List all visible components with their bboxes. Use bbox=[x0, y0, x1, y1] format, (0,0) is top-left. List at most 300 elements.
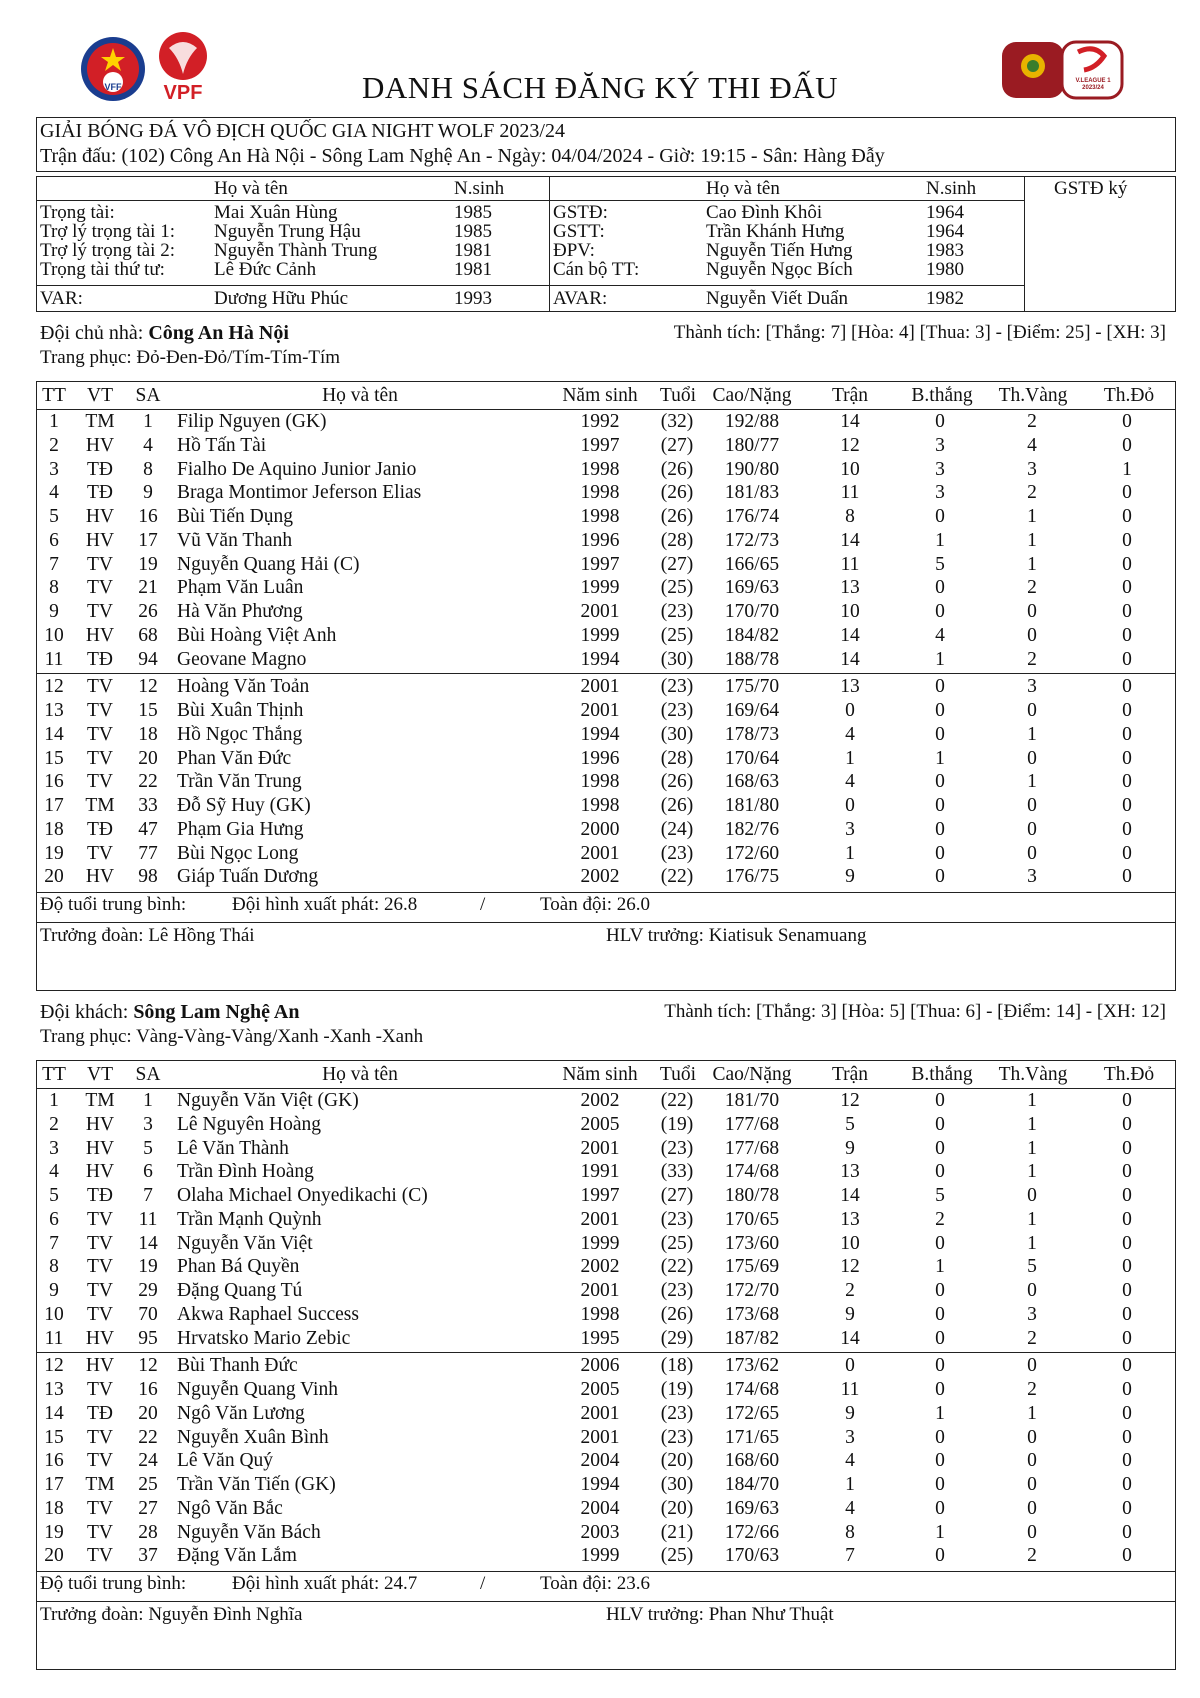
player-birth-year: 1999 bbox=[580, 577, 620, 599]
player-birth-year: 1998 bbox=[580, 482, 620, 504]
player-height-weight: 188/78 bbox=[724, 648, 780, 670]
player-age: (33) bbox=[660, 1161, 694, 1183]
player-matches: 1 bbox=[845, 1474, 855, 1495]
player-red-cards: 0 bbox=[1122, 676, 1132, 698]
averages-divider bbox=[36, 892, 1176, 893]
player-age: (23) bbox=[660, 1137, 694, 1159]
player-vt: TV bbox=[87, 577, 113, 599]
player-tt: 10 bbox=[44, 1303, 64, 1325]
player-yellow-cards: 2 bbox=[1027, 411, 1037, 432]
player-vt: TV bbox=[87, 1545, 113, 1567]
player-sa: 12 bbox=[138, 676, 158, 698]
player-red-cards: 0 bbox=[1122, 1379, 1132, 1400]
player-birth-year: 1991 bbox=[580, 1161, 620, 1183]
player-age: (22) bbox=[660, 1090, 694, 1111]
average-age-starting: Đội hình xuất phát: 26.8 bbox=[232, 894, 418, 915]
player-tt: 18 bbox=[44, 818, 64, 840]
player-yellow-cards: 0 bbox=[1027, 795, 1037, 816]
official-role: GSTĐ: bbox=[553, 202, 608, 223]
player-age: (26) bbox=[660, 795, 694, 816]
officials-head-name-left: Họ và tên bbox=[214, 178, 288, 199]
player-red-cards: 0 bbox=[1122, 482, 1132, 504]
table-header-col-sa: SA bbox=[135, 1064, 161, 1085]
player-vt: TV bbox=[87, 700, 113, 721]
player-tt: 17 bbox=[44, 1474, 64, 1495]
player-yellow-cards: 2 bbox=[1027, 648, 1037, 670]
player-age: (23) bbox=[660, 676, 694, 698]
player-tt: 19 bbox=[44, 842, 64, 864]
player-name: Trần Mạnh Quỳnh bbox=[177, 1208, 322, 1230]
player-height-weight: 178/73 bbox=[724, 723, 780, 745]
player-yellow-cards: 0 bbox=[1027, 1355, 1037, 1377]
player-height-weight: 174/68 bbox=[724, 1379, 780, 1400]
player-sa: 22 bbox=[138, 1426, 158, 1448]
player-goals: 0 bbox=[935, 411, 945, 432]
player-goals: 0 bbox=[935, 1545, 945, 1567]
player-goals: 1 bbox=[935, 529, 945, 551]
player-name: Bùi Thanh Đức bbox=[177, 1355, 298, 1377]
player-red-cards: 0 bbox=[1122, 553, 1132, 575]
player-name: Lê Văn Thành bbox=[177, 1137, 289, 1159]
officials-head-sign: GSTĐ ký bbox=[1054, 178, 1128, 199]
player-birth-year: 2001 bbox=[580, 1208, 620, 1230]
table-header-col-age: Tuổi bbox=[659, 385, 697, 406]
player-birth-year: 2005 bbox=[580, 1379, 620, 1400]
player-goals: 0 bbox=[935, 1113, 945, 1135]
player-yellow-cards: 2 bbox=[1027, 1545, 1037, 1567]
player-name: Bùi Xuân Thịnh bbox=[177, 700, 304, 721]
table-header-col-birth-year: Năm sinh bbox=[562, 385, 638, 406]
player-vt: HV bbox=[85, 1355, 115, 1377]
player-age: (19) bbox=[660, 1113, 694, 1135]
player-sa: 94 bbox=[138, 648, 158, 670]
player-matches: 9 bbox=[845, 866, 855, 888]
player-sa: 77 bbox=[138, 842, 158, 864]
player-height-weight: 181/83 bbox=[724, 482, 780, 504]
player-red-cards: 0 bbox=[1122, 795, 1132, 816]
player-red-cards: 0 bbox=[1122, 1137, 1132, 1159]
player-name: Hà Văn Phương bbox=[177, 601, 303, 622]
player-sa: 22 bbox=[138, 771, 158, 793]
player-name: Nguyễn Văn Bách bbox=[177, 1521, 321, 1543]
player-yellow-cards: 0 bbox=[1027, 1521, 1037, 1543]
player-height-weight: 168/60 bbox=[724, 1450, 780, 1472]
player-red-cards: 0 bbox=[1122, 1450, 1132, 1472]
player-matches: 8 bbox=[845, 506, 855, 527]
player-height-weight: 192/88 bbox=[724, 411, 780, 432]
player-yellow-cards: 1 bbox=[1027, 1208, 1037, 1230]
home-team-label: Đội chủ nhà: bbox=[40, 322, 144, 344]
player-birth-year: 1998 bbox=[580, 458, 620, 480]
official-year: 1981 bbox=[454, 240, 492, 261]
player-age: (26) bbox=[660, 506, 694, 527]
player-yellow-cards: 0 bbox=[1027, 1280, 1037, 1301]
player-tt: 7 bbox=[49, 1232, 59, 1254]
player-birth-year: 1994 bbox=[580, 723, 620, 745]
player-sa: 15 bbox=[138, 700, 158, 721]
player-goals: 0 bbox=[935, 1355, 945, 1377]
player-red-cards: 0 bbox=[1122, 1426, 1132, 1448]
player-matches: 12 bbox=[840, 1256, 860, 1278]
player-goals: 0 bbox=[935, 1090, 945, 1111]
player-yellow-cards: 1 bbox=[1027, 1402, 1037, 1424]
player-height-weight: 169/63 bbox=[724, 577, 780, 599]
player-yellow-cards: 4 bbox=[1027, 434, 1037, 456]
player-sa: 28 bbox=[138, 1521, 158, 1543]
player-name: Hồ Ngọc Thắng bbox=[177, 723, 303, 745]
player-tt: 2 bbox=[49, 1113, 59, 1135]
player-matches: 11 bbox=[840, 482, 860, 504]
player-matches: 5 bbox=[845, 1113, 855, 1135]
player-yellow-cards: 3 bbox=[1027, 676, 1037, 698]
player-age: (20) bbox=[660, 1497, 694, 1519]
player-sa: 12 bbox=[138, 1355, 158, 1377]
player-name: Giáp Tuấn Dương bbox=[177, 866, 319, 888]
player-age: (26) bbox=[660, 1303, 694, 1325]
player-tt: 4 bbox=[49, 482, 59, 504]
player-age: (21) bbox=[660, 1521, 694, 1543]
player-matches: 3 bbox=[845, 818, 855, 840]
official-name: Nguyễn Tiến Hưng bbox=[706, 240, 853, 261]
player-vt: TĐ bbox=[87, 1185, 113, 1206]
player-tt: 9 bbox=[49, 1280, 59, 1301]
player-tt: 1 bbox=[49, 411, 59, 432]
player-height-weight: 181/70 bbox=[724, 1090, 780, 1111]
player-yellow-cards: 0 bbox=[1027, 700, 1037, 721]
player-birth-year: 1992 bbox=[580, 411, 620, 432]
player-matches: 0 bbox=[845, 1355, 855, 1377]
player-age: (25) bbox=[660, 1545, 694, 1567]
var-year: 1993 bbox=[454, 288, 492, 309]
official-role: Trợ lý trọng tài 2: bbox=[40, 240, 175, 261]
player-matches: 14 bbox=[840, 648, 860, 670]
average-age-separator: / bbox=[480, 894, 486, 915]
player-red-cards: 1 bbox=[1122, 458, 1132, 480]
player-tt: 16 bbox=[44, 771, 64, 793]
table-header-col-name: Họ và tên bbox=[322, 385, 398, 406]
average-age-team: Toàn đội: 23.6 bbox=[540, 1573, 651, 1594]
player-sa: 95 bbox=[138, 1327, 158, 1349]
player-sa: 9 bbox=[143, 482, 153, 504]
player-height-weight: 175/70 bbox=[724, 676, 780, 698]
head-coach: HLV trưởng: Kiatisuk Senamuang bbox=[606, 925, 867, 946]
player-name: Lê Nguyên Hoàng bbox=[177, 1113, 322, 1135]
player-goals: 0 bbox=[935, 795, 945, 816]
player-height-weight: 170/70 bbox=[724, 601, 780, 622]
player-vt: TM bbox=[85, 1474, 115, 1495]
player-goals: 0 bbox=[935, 1450, 945, 1472]
vpf-logo-text: VPF bbox=[163, 82, 203, 104]
player-red-cards: 0 bbox=[1122, 818, 1132, 840]
player-tt: 2 bbox=[49, 434, 59, 456]
player-age: (23) bbox=[660, 842, 694, 864]
table-header-col-birth-year: Năm sinh bbox=[562, 1064, 638, 1085]
player-yellow-cards: 3 bbox=[1027, 1303, 1037, 1325]
player-matches: 1 bbox=[845, 842, 855, 864]
player-matches: 4 bbox=[845, 723, 855, 745]
player-vt: HV bbox=[85, 434, 115, 456]
player-birth-year: 1997 bbox=[580, 1185, 620, 1206]
player-height-weight: 172/60 bbox=[724, 842, 780, 864]
player-goals: 0 bbox=[935, 771, 945, 793]
player-tt: 13 bbox=[44, 1379, 64, 1400]
player-yellow-cards: 2 bbox=[1027, 1379, 1037, 1400]
player-red-cards: 0 bbox=[1122, 624, 1132, 646]
official-role: Cán bộ TT: bbox=[553, 259, 640, 280]
player-age: (24) bbox=[660, 818, 694, 840]
player-age: (26) bbox=[660, 458, 694, 480]
player-age: (26) bbox=[660, 482, 694, 504]
player-sa: 19 bbox=[138, 553, 158, 575]
player-height-weight: 173/62 bbox=[724, 1355, 780, 1377]
player-goals: 0 bbox=[935, 676, 945, 698]
player-matches: 0 bbox=[845, 795, 855, 816]
player-goals: 0 bbox=[935, 1426, 945, 1448]
player-birth-year: 2001 bbox=[580, 1137, 620, 1159]
player-red-cards: 0 bbox=[1122, 1474, 1132, 1495]
team-manager: Trưởng đoàn: Nguyễn Đình Nghĩa bbox=[40, 1604, 303, 1625]
table-header-col-vt: VT bbox=[87, 385, 113, 406]
player-name: Nguyễn Quang Vinh bbox=[177, 1379, 338, 1400]
table-header-col-tt: TT bbox=[42, 1064, 66, 1085]
player-name: Trần Văn Tiến (GK) bbox=[177, 1474, 336, 1495]
player-birth-year: 2000 bbox=[580, 818, 620, 840]
vleague-logo-text: V.LEAGUE 1 2023/24 bbox=[1075, 78, 1111, 91]
player-sa: 21 bbox=[138, 577, 158, 599]
away-team-record: Thành tích: [Thắng: 3] [Hòa: 5] [Thua: 6] - [Điểm: 14] - [XH: 12] bbox=[664, 1001, 1166, 1022]
header-divider bbox=[36, 1088, 1176, 1089]
home-team-heading bbox=[40, 322, 289, 345]
player-height-weight: 170/63 bbox=[724, 1545, 780, 1567]
player-sa: 4 bbox=[143, 434, 153, 456]
player-tt: 5 bbox=[49, 1185, 59, 1206]
player-name: Bùi Ngọc Long bbox=[177, 842, 299, 864]
player-name: Nguyễn Quang Hải (C) bbox=[177, 553, 360, 575]
averages-divider bbox=[36, 1571, 1176, 1572]
official-name: Mai Xuân Hùng bbox=[214, 202, 338, 223]
player-tt: 19 bbox=[44, 1521, 64, 1543]
var-name: Dương Hữu Phúc bbox=[214, 288, 349, 309]
player-matches: 12 bbox=[840, 1090, 860, 1111]
player-name: Bùi Tiến Dụng bbox=[177, 506, 293, 527]
player-matches: 2 bbox=[845, 1280, 855, 1301]
player-name: Phan Văn Đức bbox=[177, 747, 292, 769]
player-birth-year: 1998 bbox=[580, 795, 620, 816]
away-team-label: Đội khách: bbox=[40, 1001, 129, 1023]
player-red-cards: 0 bbox=[1122, 723, 1132, 745]
player-height-weight: 168/63 bbox=[724, 771, 780, 793]
player-height-weight: 180/78 bbox=[724, 1185, 780, 1206]
player-yellow-cards: 0 bbox=[1027, 1185, 1037, 1206]
official-year: 1980 bbox=[926, 259, 964, 280]
player-vt: TV bbox=[87, 1208, 113, 1230]
player-goals: 0 bbox=[935, 818, 945, 840]
player-vt: TV bbox=[87, 553, 113, 575]
official-year: 1983 bbox=[926, 240, 964, 261]
player-matches: 9 bbox=[845, 1303, 855, 1325]
player-matches: 8 bbox=[845, 1521, 855, 1543]
player-birth-year: 1999 bbox=[580, 624, 620, 646]
player-vt: TM bbox=[85, 411, 115, 432]
player-height-weight: 172/66 bbox=[724, 1521, 780, 1543]
player-red-cards: 0 bbox=[1122, 1303, 1132, 1325]
player-age: (25) bbox=[660, 1232, 694, 1254]
player-age: (29) bbox=[660, 1327, 694, 1349]
player-sa: 17 bbox=[138, 529, 158, 551]
table-header-col-goals: B.thắng bbox=[911, 385, 973, 406]
player-height-weight: 174/68 bbox=[724, 1161, 780, 1183]
player-tt: 12 bbox=[44, 676, 64, 698]
player-tt: 13 bbox=[44, 700, 64, 721]
table-header-col-yellow-cards: Th.Vàng bbox=[998, 1064, 1068, 1085]
player-vt: TV bbox=[87, 601, 113, 622]
player-birth-year: 2003 bbox=[580, 1521, 620, 1543]
away-team-heading bbox=[40, 1001, 299, 1024]
player-birth-year: 1996 bbox=[580, 747, 620, 769]
player-yellow-cards: 2 bbox=[1027, 482, 1037, 504]
player-tt: 20 bbox=[44, 1545, 64, 1567]
player-sa: 29 bbox=[138, 1280, 158, 1301]
player-tt: 6 bbox=[49, 529, 59, 551]
player-matches: 14 bbox=[840, 1185, 860, 1206]
player-sa: 3 bbox=[143, 1113, 153, 1135]
player-yellow-cards: 0 bbox=[1027, 1426, 1037, 1448]
player-name: Akwa Raphael Success bbox=[177, 1303, 359, 1325]
player-name: Filip Nguyen (GK) bbox=[177, 411, 327, 432]
player-tt: 14 bbox=[44, 723, 64, 745]
player-matches: 12 bbox=[840, 434, 860, 456]
player-yellow-cards: 1 bbox=[1027, 1137, 1037, 1159]
player-birth-year: 1999 bbox=[580, 1232, 620, 1254]
player-tt: 1 bbox=[49, 1090, 59, 1111]
player-matches: 3 bbox=[845, 1426, 855, 1448]
player-vt: HV bbox=[85, 1113, 115, 1135]
player-tt: 8 bbox=[49, 1256, 59, 1278]
player-vt: HV bbox=[85, 624, 115, 646]
player-height-weight: 184/82 bbox=[724, 624, 780, 646]
player-name: Phạm Văn Luân bbox=[177, 577, 304, 599]
player-goals: 3 bbox=[935, 458, 945, 480]
player-vt: HV bbox=[85, 866, 115, 888]
player-age: (18) bbox=[660, 1355, 694, 1377]
table-header-col-red-cards: Th.Đỏ bbox=[1103, 1064, 1155, 1085]
player-matches: 14 bbox=[840, 529, 860, 551]
player-tt: 15 bbox=[44, 747, 64, 769]
player-age: (23) bbox=[660, 1208, 694, 1230]
vff-logo-text: VFF bbox=[104, 82, 122, 92]
player-red-cards: 0 bbox=[1122, 1161, 1132, 1183]
player-goals: 1 bbox=[935, 1256, 945, 1278]
player-name: Olaha Michael Onyedikachi (C) bbox=[177, 1185, 428, 1206]
official-role: ĐPV: bbox=[553, 240, 595, 261]
player-height-weight: 180/77 bbox=[724, 434, 780, 456]
table-header-col-red-cards: Th.Đỏ bbox=[1103, 385, 1155, 406]
player-sa: 20 bbox=[138, 1402, 158, 1424]
player-goals: 1 bbox=[935, 1521, 945, 1543]
player-vt: TV bbox=[87, 1497, 113, 1519]
player-height-weight: 171/65 bbox=[724, 1426, 780, 1448]
player-red-cards: 0 bbox=[1122, 700, 1132, 721]
player-age: (23) bbox=[660, 601, 694, 622]
average-age-team: Toàn đội: 26.0 bbox=[540, 894, 651, 915]
home-team-name: Công An Hà Nội bbox=[148, 322, 289, 344]
player-matches: 4 bbox=[845, 1497, 855, 1519]
table-header-col-yellow-cards: Th.Vàng bbox=[998, 385, 1068, 406]
average-age-starting: Đội hình xuất phát: 24.7 bbox=[232, 1573, 418, 1594]
player-goals: 3 bbox=[935, 434, 945, 456]
player-matches: 13 bbox=[840, 577, 860, 599]
player-height-weight: 170/64 bbox=[724, 747, 780, 769]
player-sa: 25 bbox=[138, 1474, 158, 1495]
var-role: VAR: bbox=[40, 288, 83, 309]
player-yellow-cards: 1 bbox=[1027, 1090, 1037, 1111]
player-age: (26) bbox=[660, 771, 694, 793]
table-header-col-matches: Trận bbox=[831, 385, 869, 406]
player-tt: 3 bbox=[49, 1137, 59, 1159]
player-tt: 9 bbox=[49, 601, 59, 622]
player-height-weight: 170/65 bbox=[724, 1208, 780, 1230]
player-yellow-cards: 0 bbox=[1027, 601, 1037, 622]
player-yellow-cards: 5 bbox=[1027, 1256, 1037, 1278]
player-tt: 6 bbox=[49, 1208, 59, 1230]
player-vt: TV bbox=[87, 747, 113, 769]
player-vt: TV bbox=[87, 771, 113, 793]
player-vt: TV bbox=[87, 1379, 113, 1400]
player-age: (27) bbox=[660, 434, 694, 456]
player-name: Ngô Văn Lương bbox=[177, 1402, 305, 1424]
player-red-cards: 0 bbox=[1122, 506, 1132, 527]
player-vt: TV bbox=[87, 1303, 113, 1325]
player-age: (28) bbox=[660, 747, 694, 769]
player-matches: 13 bbox=[840, 1208, 860, 1230]
official-year: 1985 bbox=[454, 221, 492, 242]
player-red-cards: 0 bbox=[1122, 771, 1132, 793]
player-goals: 0 bbox=[935, 1161, 945, 1183]
player-yellow-cards: 1 bbox=[1027, 1113, 1037, 1135]
player-name: Trần Đình Hoàng bbox=[177, 1161, 314, 1183]
player-sa: 68 bbox=[138, 624, 158, 646]
player-vt: TM bbox=[85, 1090, 115, 1111]
player-red-cards: 0 bbox=[1122, 1113, 1132, 1135]
player-age: (22) bbox=[660, 1256, 694, 1278]
player-age: (23) bbox=[660, 700, 694, 721]
player-name: Phan Bá Quyền bbox=[177, 1256, 300, 1278]
player-birth-year: 2001 bbox=[580, 1402, 620, 1424]
player-sa: 16 bbox=[138, 1379, 158, 1400]
player-age: (30) bbox=[660, 648, 694, 670]
player-goals: 0 bbox=[935, 1327, 945, 1349]
player-age: (30) bbox=[660, 723, 694, 745]
player-yellow-cards: 1 bbox=[1027, 723, 1037, 745]
player-matches: 13 bbox=[840, 1161, 860, 1183]
page-title: DANH SÁCH ĐĂNG KÝ THI ĐẤU bbox=[361, 70, 839, 105]
player-age: (30) bbox=[660, 1474, 694, 1495]
player-birth-year: 2001 bbox=[580, 700, 620, 721]
player-goals: 1 bbox=[935, 1402, 945, 1424]
player-height-weight: 169/64 bbox=[724, 700, 780, 721]
player-yellow-cards: 1 bbox=[1027, 529, 1037, 551]
player-matches: 11 bbox=[840, 553, 860, 575]
player-tt: 17 bbox=[44, 795, 64, 816]
table-header-col-matches: Trận bbox=[831, 1064, 869, 1085]
player-yellow-cards: 0 bbox=[1027, 624, 1037, 646]
official-role: Trọng tài: bbox=[40, 202, 115, 223]
avar-year: 1982 bbox=[926, 288, 964, 309]
player-yellow-cards: 2 bbox=[1027, 1327, 1037, 1349]
player-name: Ngô Văn Bắc bbox=[177, 1497, 283, 1519]
player-red-cards: 0 bbox=[1122, 1497, 1132, 1519]
player-vt: TV bbox=[87, 676, 113, 698]
